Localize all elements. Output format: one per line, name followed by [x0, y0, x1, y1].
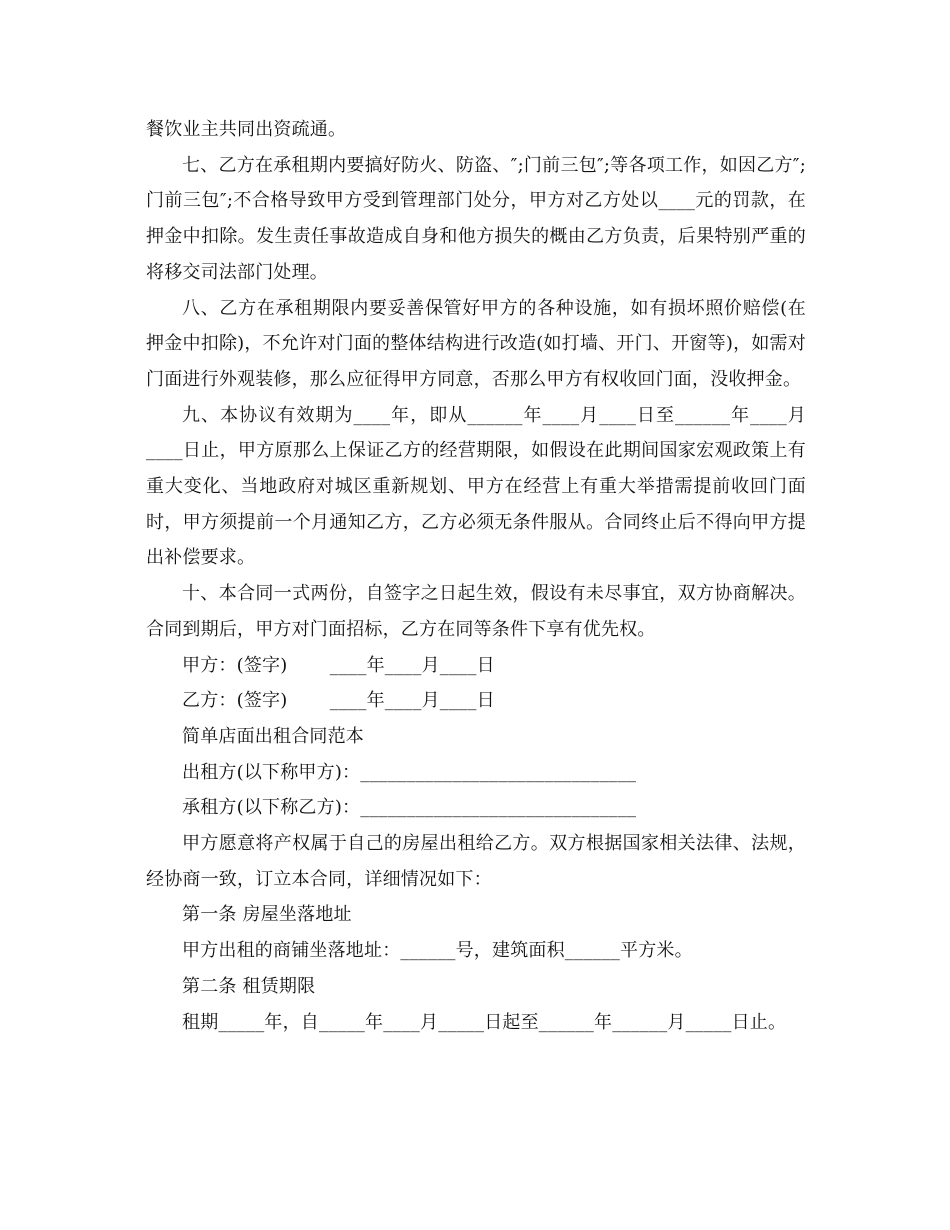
article-2-heading: 第二条 租赁期限	[182, 975, 316, 997]
lessor-line: 出租方(以下称甲方)：______________________________	[182, 761, 637, 783]
document-body	[146, 112, 806, 1040]
contract-intro: 甲方愿意将产权属于自己的房屋出租给乙方。双方根据国家相关法律、法规，经协商一致，订立本合同，详细情况如下：	[146, 833, 806, 890]
lessee-line: 承租方(以下称乙方)：______________________________	[182, 797, 637, 819]
paragraph-article-8: 八、乙方在承租期限内要妥善保管好甲方的各种设施，如有损坏照价赔偿(在押金中扣除)，不允许对门面的整体结构进行改造(如打墙、开门、开窗等)，如需对门面进行外观装修，那么应征得甲方同意，否那么甲方有权收回门面，没收押金。	[146, 297, 806, 390]
article-1-body: 甲方出租的商铺坐落地址：______号，建筑面积______平方米。	[182, 940, 693, 962]
paragraph-article-10: 十、本合同一式两份，自签字之日起生效，假设有未尽事宜，双方协商解决。合同到期后，甲方对门面招标，乙方在同等条件下享有优先权。	[146, 583, 806, 640]
paragraph-article-9: 九、本协议有效期为____年，即从______年____月____日至______年____月____日止，甲方原那么上保证乙方的经营期限，如假设在此期间国家宏观政策上有重大变化、当地政府对城区重新规划、甲方在经营上有重大举措需提前收回门面时，甲方须提前一个月通知乙方，乙方必须无条件服从。合同终止后不得向甲方提出补偿要求。	[146, 404, 806, 569]
article-1-heading: 第一条 房屋坐落地址	[182, 904, 352, 926]
signature-party-b: 乙方：(签字) ____年____月____日	[182, 690, 495, 712]
second-contract-title: 简单店面出租合同范本	[182, 725, 364, 747]
signature-party-a: 甲方：(签字) ____年____月____日	[182, 654, 495, 676]
article-2-body: 租期_____年，自_____年____月_____日起至______年______月_____日止。	[182, 1011, 787, 1033]
paragraph-article-7: 七、乙方在承租期内要搞好防火、防盗、″;门前三包″;等各项工作，如因乙方″;门前三包″;不合格导致甲方受到管理部门处分，甲方对乙方处以____元的罚款，在押金中扣除。发生责任事故造成自身和他方损失的概由乙方负责，后果特别严重的将移交司法部门处理。	[146, 154, 806, 283]
paragraph-continuation: 餐饮业主共同出资疏通。	[146, 119, 347, 140]
